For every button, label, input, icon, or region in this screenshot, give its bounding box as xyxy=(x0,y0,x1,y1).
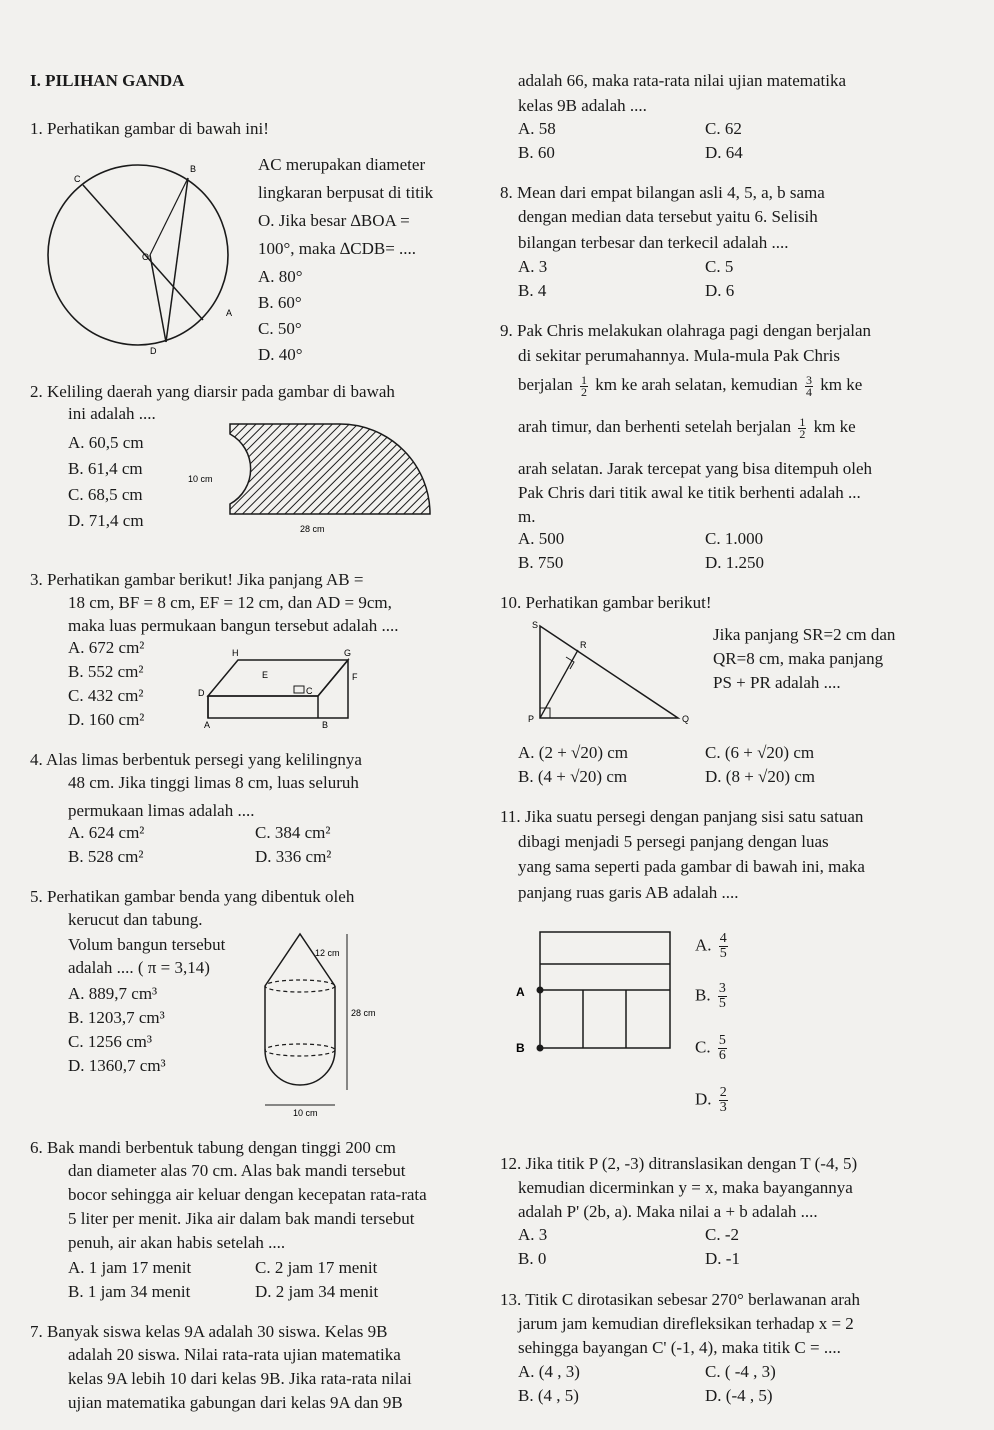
q5-option-c[interactable]: C. 1256 cm³ xyxy=(68,1032,152,1051)
q3-option-d[interactable]: D. 160 cm² xyxy=(68,710,145,729)
q11-option-a-letter: A. xyxy=(695,935,712,955)
q8-option-a[interactable]: A. 3 xyxy=(518,257,548,276)
q1-option-d[interactable]: D. 40° xyxy=(258,345,303,364)
q3-stem-1: 3. Perhatikan gambar berikut! Jika panjang AB = xyxy=(30,570,364,589)
q10-label-r: R xyxy=(580,640,587,650)
q3-label-d: D xyxy=(198,688,205,698)
q4-stem-2: 48 cm. Jika tinggi limas 8 cm, luas seluruh xyxy=(68,773,359,792)
q10-option-d[interactable]: D. (8 + √20) cm xyxy=(705,767,816,786)
q5-stem-2: kerucut dan tabung. xyxy=(68,910,203,929)
q2-option-d[interactable]: D. 71,4 cm xyxy=(68,511,144,530)
q11-option-b-den: 5 xyxy=(718,996,726,1011)
q11-option-b-num: 3 xyxy=(718,981,726,996)
q7-stem-5: adalah 66, maka rata-rata nilai ujian matematika xyxy=(518,71,847,90)
q11-option-d-fraction xyxy=(719,1086,728,1115)
q12-stem-2: kemudian dicerminkan y = x, maka bayangannya xyxy=(518,1178,853,1197)
q11-option-c-letter: C. xyxy=(695,1037,711,1057)
q1-desc-3: O. Jika besar ∆BOA = xyxy=(258,211,410,230)
q1-label-c: C xyxy=(74,174,81,184)
q10-option-c[interactable]: C. (6 + √20) cm xyxy=(705,743,815,762)
q13-option-d[interactable]: D. (-4 , 5) xyxy=(705,1386,773,1405)
q3-label-a: A xyxy=(204,720,211,730)
q3-stem-2: 18 cm, BF = 8 cm, EF = 12 cm, dan AD = 9cm, xyxy=(68,593,392,612)
section-title: I. PILIHAN GANDA xyxy=(30,71,185,90)
q12-option-a[interactable]: A. 3 xyxy=(518,1225,548,1244)
q9-text-a: berjalan xyxy=(518,375,573,394)
q1-stem: 1. Perhatikan gambar di bawah ini! xyxy=(30,119,269,138)
q9-option-b[interactable]: B. 750 xyxy=(518,553,564,572)
q6-option-b[interactable]: B. 1 jam 34 menit xyxy=(68,1282,191,1301)
q9-stem-1: 9. Pak Chris melakukan olahraga pagi dengan berjalan xyxy=(500,321,872,340)
q7-stem-3: kelas 9A lebih 10 dari kelas 9B. Jika rata-rata nilai xyxy=(68,1369,412,1388)
q12-option-b[interactable]: B. 0 xyxy=(518,1249,547,1268)
q8-stem-3: bilangan terbesar dan terkecil adalah .... xyxy=(518,233,789,252)
q10-triangle-figure xyxy=(528,622,698,722)
q3-option-b[interactable]: B. 552 cm² xyxy=(68,662,144,681)
q4-stem-3: permukaan limas adalah .... xyxy=(68,801,255,820)
q5-option-b[interactable]: B. 1203,7 cm³ xyxy=(68,1008,165,1027)
q11-stem-2: dibagi menjadi 5 persegi panjang dengan luas xyxy=(518,832,829,851)
q3-label-c: C xyxy=(306,686,313,696)
q5-stem-3: Volum bangun tersebut xyxy=(68,935,226,954)
q3-label-f: F xyxy=(352,672,358,682)
q9-stem-7: m. xyxy=(518,507,536,526)
q1-option-b[interactable]: B. 60° xyxy=(258,293,302,312)
q8-option-b[interactable]: B. 4 xyxy=(518,281,547,300)
q5-label-28cm: 28 cm xyxy=(351,1008,376,1018)
q3-prism-figure xyxy=(198,646,378,730)
q10-desc-3: PS + PR adalah .... xyxy=(713,673,841,692)
q9-fraction-1 xyxy=(580,372,588,399)
q1-label-d: D xyxy=(150,346,157,356)
q5-stem-1: 5. Perhatikan gambar benda yang dibentuk oleh xyxy=(30,887,355,906)
q2-option-c[interactable]: C. 68,5 cm xyxy=(68,485,143,504)
q8-option-c[interactable]: C. 5 xyxy=(705,257,734,276)
q7-option-c[interactable]: C. 62 xyxy=(705,119,742,138)
q9-text-d: arah timur, dan berhenti setelah berjalan xyxy=(518,417,792,436)
q7-stem-4: ujian matematika gabungan dari kelas 9A dan 9B xyxy=(68,1393,403,1412)
q13-stem-2: jarum jam kemudian direfleksikan terhadap x = 2 xyxy=(518,1314,854,1333)
q9-text-e: km ke xyxy=(813,417,856,436)
q11-option-b[interactable] xyxy=(695,982,730,1011)
q9-frac1-den: 2 xyxy=(581,384,587,399)
q2-shaded-figure xyxy=(188,420,440,540)
q11-option-d-den: 3 xyxy=(719,1100,727,1115)
q1-desc-4: 100°, maka ∆CDB= .... xyxy=(258,239,417,258)
q2-option-b[interactable]: B. 61,4 cm xyxy=(68,459,143,478)
q2-stem-1: 2. Keliling daerah yang diarsir pada gambar di bawah xyxy=(30,382,395,401)
q9-stem-2: di sekitar perumahannya. Mula-mula Pak Chris xyxy=(518,346,840,365)
q1-label-a: A xyxy=(226,308,233,318)
q11-option-d[interactable] xyxy=(695,1086,731,1115)
q11-stem-4: panjang ruas garis AB adalah .... xyxy=(518,883,739,902)
q8-stem-1: 8. Mean dari empat bilangan asli 4, 5, a, b sama xyxy=(500,183,825,202)
q1-desc-1: AC merupakan diameter xyxy=(258,155,426,174)
q12-option-c[interactable]: C. -2 xyxy=(705,1225,739,1244)
q3-stem-3: maka luas permukaan bangun tersebut adalah .... xyxy=(68,616,399,635)
q9-text-b: km ke arah selatan, kemudian xyxy=(595,375,798,394)
q9-stem-5: arah selatan. Jarak tercepat yang bisa ditempuh oleh xyxy=(518,459,873,478)
q1-label-b: B xyxy=(190,164,197,174)
q11-option-a[interactable] xyxy=(695,932,731,961)
q2-label-28cm: 28 cm xyxy=(300,524,325,534)
q11-stem-3: yang sama seperti pada gambar di bawah ini, maka xyxy=(518,857,865,876)
q9-option-d[interactable]: D. 1.250 xyxy=(705,553,765,572)
q10-option-b[interactable]: B. (4 + √20) cm xyxy=(518,767,628,786)
q11-option-b-letter: B. xyxy=(695,985,711,1005)
q9-frac2-den: 4 xyxy=(806,384,813,399)
q3-label-g: G xyxy=(344,648,352,658)
q6-option-c[interactable]: C. 2 jam 17 menit xyxy=(255,1258,378,1277)
q11-option-d-letter: D. xyxy=(695,1089,712,1109)
q10-desc-2: QR=8 cm, maka panjang xyxy=(713,649,884,668)
q6-stem-2: dan diameter alas 70 cm. Alas bak mandi tersebut xyxy=(68,1161,406,1180)
q9-option-a[interactable]: A. 500 xyxy=(518,529,565,548)
q5-label-12cm: 12 cm xyxy=(315,948,340,958)
q6-option-d[interactable]: D. 2 jam 34 menit xyxy=(255,1282,379,1301)
q1-option-c[interactable]: C. 50° xyxy=(258,319,302,338)
q3-option-a[interactable]: A. 672 cm² xyxy=(68,638,145,657)
q7-option-a[interactable]: A. 58 xyxy=(518,119,556,138)
q7-stem-2: adalah 20 siswa. Nilai rata-rata ujian matematika xyxy=(68,1345,401,1364)
q13-option-b[interactable]: B. (4 , 5) xyxy=(518,1386,579,1405)
q13-option-c[interactable]: C. ( -4 , 3) xyxy=(705,1362,776,1381)
q10-label-p: P xyxy=(528,714,535,724)
q13-option-a[interactable]: A. (4 , 3) xyxy=(518,1362,580,1381)
q9-option-c[interactable]: C. 1.000 xyxy=(705,529,764,548)
q11-label-a: A xyxy=(516,985,525,999)
q9-stem-3 xyxy=(518,374,862,398)
q10-label-s: S xyxy=(532,620,539,630)
q2-label-10cm: 10 cm xyxy=(188,474,213,484)
q11-option-a-num: 4 xyxy=(719,931,727,946)
q12-option-d[interactable]: D. -1 xyxy=(705,1249,740,1268)
q4-stem-1: 4. Alas limas berbentuk persegi yang kelilingnya xyxy=(30,750,362,769)
q3-label-b: B xyxy=(322,720,329,730)
q9-stem-6: Pak Chris dari titik awal ke titik berhenti adalah ... xyxy=(518,483,861,502)
q5-label-10cm: 10 cm xyxy=(293,1108,318,1118)
q12-stem-1: 12. Jika titik P (2, -3) ditranslasikan dengan T (-4, 5) xyxy=(500,1154,858,1173)
q6-stem-5: penuh, air akan habis setelah .... xyxy=(68,1233,286,1252)
q1-circle-figure xyxy=(38,160,238,356)
q11-option-c-num: 5 xyxy=(718,1033,726,1048)
q7-option-d[interactable]: D. 64 xyxy=(705,143,743,162)
q5-option-d[interactable]: D. 1360,7 cm³ xyxy=(68,1056,166,1075)
q3-label-e: E xyxy=(262,670,269,680)
q4-option-c[interactable]: C. 384 cm² xyxy=(255,823,331,842)
q7-option-b[interactable]: B. 60 xyxy=(518,143,555,162)
q11-option-a-fraction xyxy=(719,932,728,961)
q6-stem-1: 6. Bak mandi berbentuk tabung dengan tinggi 200 cm xyxy=(30,1138,396,1157)
q11-label-b: B xyxy=(516,1041,525,1055)
q8-stem-2: dengan median data tersebut yaitu 6. Selisih xyxy=(518,207,818,226)
q1-desc-2: lingkaran berpusat di titik xyxy=(258,183,434,202)
q13-stem-1: 13. Titik C dirotasikan sebesar 270° berlawanan arah xyxy=(500,1290,860,1309)
q7-stem-1: 7. Banyak siswa kelas 9A adalah 30 siswa. Kelas 9B xyxy=(30,1322,388,1341)
q12-stem-3: adalah P' (2b, a). Maka nilai a + b adalah .... xyxy=(518,1202,818,1221)
q9-fraction-2 xyxy=(805,372,813,399)
q6-stem-3: bocor sehingga air keluar dengan kecepatan rata-rata xyxy=(68,1185,427,1204)
q9-frac3-den: 2 xyxy=(799,426,806,441)
q2-stem-2: ini adalah .... xyxy=(68,404,156,423)
q11-option-d-num: 2 xyxy=(719,1085,727,1100)
q10-label-q: Q xyxy=(682,714,690,724)
q8-option-d[interactable]: D. 6 xyxy=(705,281,735,300)
q6-stem-4: 5 liter per menit. Jika air dalam bak mandi tersebut xyxy=(68,1209,415,1228)
q11-stem-1: 11. Jika suatu persegi dengan panjang sisi satu satuan xyxy=(500,807,864,826)
q4-option-b[interactable]: B. 528 cm² xyxy=(68,847,144,866)
q5-option-a[interactable]: A. 889,7 cm³ xyxy=(68,984,158,1003)
q9-frac3-num: 1 xyxy=(799,414,806,429)
q11-option-c-fraction xyxy=(718,1034,727,1063)
q11-square-figure xyxy=(510,928,690,1058)
q5-stem-4: adalah .... ( π = 3,14) xyxy=(68,958,210,977)
q3-label-h: H xyxy=(232,648,239,658)
q1-option-a[interactable]: A. 80° xyxy=(258,267,303,286)
q3-option-c[interactable]: C. 432 cm² xyxy=(68,686,144,705)
q9-frac1-num: 1 xyxy=(581,372,587,387)
q10-desc-1: Jika panjang SR=2 cm dan xyxy=(713,625,896,644)
q10-stem: 10. Perhatikan gambar berikut! xyxy=(500,593,712,612)
q11-option-a-den: 5 xyxy=(719,946,727,961)
q6-option-a[interactable]: A. 1 jam 17 menit xyxy=(68,1258,192,1277)
q9-frac2-num: 3 xyxy=(806,372,813,387)
q13-stem-3: sehingga bayangan C' (-1, 4), maka titik C = .... xyxy=(518,1338,841,1357)
q11-option-b-fraction xyxy=(718,982,727,1011)
q9-stem-4 xyxy=(518,416,856,440)
q1-label-o: O xyxy=(142,252,150,262)
q4-option-d[interactable]: D. 336 cm² xyxy=(255,847,332,866)
q10-option-a[interactable]: A. (2 + √20) cm xyxy=(518,743,629,762)
q2-option-a[interactable]: A. 60,5 cm xyxy=(68,433,144,452)
q11-option-c[interactable] xyxy=(695,1034,730,1063)
q7-stem-6: kelas 9B adalah .... xyxy=(518,96,647,115)
q5-cone-cylinder-figure xyxy=(255,930,375,1120)
q11-option-c-den: 6 xyxy=(718,1048,726,1063)
q9-fraction-3 xyxy=(798,414,806,441)
q4-option-a[interactable]: A. 624 cm² xyxy=(68,823,145,842)
q9-text-c: km ke xyxy=(820,375,863,394)
